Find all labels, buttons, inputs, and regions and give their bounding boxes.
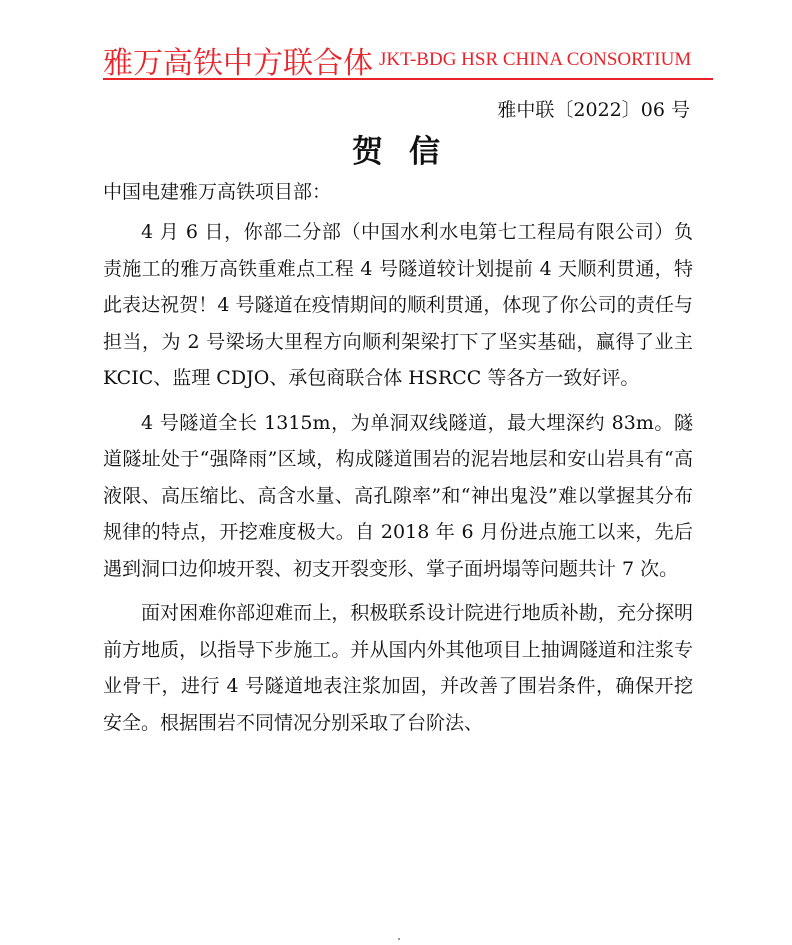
salutation: 中国电建雅万高铁项目部： [103, 181, 332, 203]
consortium-name-en: JKT-BDG HSR CHINA CONSORTIUM [379, 49, 692, 70]
body-paragraph: 4 月 6 日，你部二分部（中国水利水电第七工程局有限公司）负责施工的雅万高铁重难点工程 4 号隧道较计划提前 4 天顺利贯通，特此表达祝贺！4 号隧道在疫情期间的顺利贯通，体现了你公司的责任与担当，为 2 号梁场大里程方向顺利架梁打下了坚实基础，赢得了业主 KCIC、监理 CDJO、承包商联合体 HSRCC 等各方一致好评。 [103, 221, 693, 389]
body-paragraph: 面对困难你部迎难而上，积极联系设计院进行地质补勘，充分探明前方地质，以指导下步施工。并从国内外其他项目上抽调隧道和注浆专业骨干，进行 4 号隧道地表注浆加固，并改善了围岩条件，确保开挖安全。根据围岩不同情况分别采取了台阶法、 [103, 602, 693, 734]
document-number: 雅中联〔2022〕06 号 [497, 99, 690, 121]
letterhead [103, 38, 703, 81]
body-paragraph: 4 号隧道全长 1315m，为单洞双线隧道，最大埋深约 83m。隧道隧址处于“强降雨”区域，构成隧道围岩的泥岩地层和安山岩具有“高液限、高压缩比、高含水量、高孔隙率”和“神出鬼没”难以掌握其分布规律的特点，开挖难度极大。自 2018 年 6 月份进点施工以来，先后遇到洞口边仰坡开裂、初支开裂变形、掌子面坍塌等问题共计 7 次。 [103, 411, 693, 580]
page-mark [398, 938, 400, 940]
letterhead-divider [103, 78, 713, 80]
letter-body [103, 214, 693, 749]
document-title: 贺信 [352, 134, 466, 170]
consortium-name-cn: 雅万高铁中方联合体 [103, 46, 373, 81]
